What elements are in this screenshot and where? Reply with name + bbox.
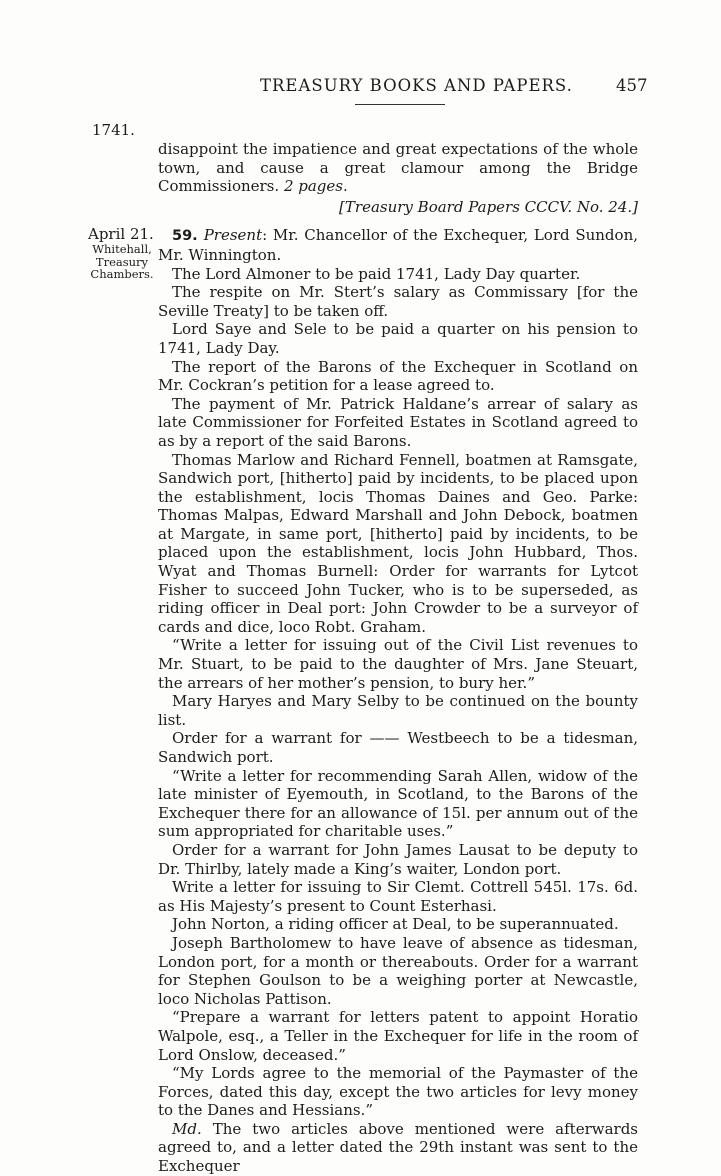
entry-paragraphs [158,265,638,1120]
margin-place-line: Treasury [95,254,149,269]
body-paragraph: Mary Haryes and Mary Selby to be continued on the bounty list. [158,692,638,729]
body-paragraph: The Lord Almoner to be paid 1741, Lady Day quarter. [172,264,581,283]
entry-heading [158,226,638,264]
body-paragraph: The respite on Mr. Stert’s salary as Commissary [for the Seville Treaty] to be taken off. [158,283,638,320]
body-paragraph: The payment of Mr. Patrick Haldane’s arrear of salary as late Commissioner for Forfeited Estates in Scotland agreed to as by a report of the said Barons. [158,394,638,450]
intro-pages: 2 pages. [283,177,348,196]
citation: [Treasury Board Papers CCCV. No. 24.] [339,197,638,216]
final-paragraph [158,1120,638,1176]
body-paragraph: “Write a letter for issuing out of the Civil List revenues to Mr. Stuart, to be paid to the daughter of Mrs. Jane Steuart, the arrears of her mother’s pension, to bury her.” [158,636,638,692]
header-rule [355,104,445,105]
body-paragraph: Order for a warrant for —— Westbeech to be a tidesman, Sandwich port. [158,729,638,766]
body-paragraph: John Norton, a riding officer at Deal, to be superannuated. [172,915,619,934]
final-text: The two articles above mentioned were afterwards agreed to, and a letter dated the 29th instant was sent to the Exchequer [158,1119,638,1176]
margin-place-line: Whitehall, [92,242,152,256]
page-header [0,76,721,100]
margin-year: 1741. [92,121,135,139]
margin-date: April 21. [88,225,154,243]
body-paragraph: Lord Saye and Sele to be paid a quarter on his pension to 1741, Lady Day. [158,320,638,357]
margin-place-line: Chambers. [90,267,154,281]
page-number: 457 [616,76,648,95]
body-paragraph: “My Lords agree to the memorial of the Paymaster of the Forces, dated this day, except the two articles for levy money to the Danes and Hessians.” [158,1064,638,1120]
running-title: TREASURY BOOKS AND PAPERS. [260,76,573,95]
body-paragraph: “Write a letter for recommending Sarah Allen, widow of the late minister of Eyemouth, in Scotland, to the Barons of the Exchequer there for an allowance of 15l. per annum out of the sum appropriated for charitable uses.” [158,766,638,841]
margin-place [90,243,154,281]
body-paragraph: Joseph Bartholomew to have leave of absence as tidesman, London port, for a month or thereabouts. Order for a warrant for Stephen Goulson to be a weighing porter at Newcastle, loco Nicholas Pattison. [158,933,638,1008]
entry-number: 59. [172,228,198,245]
body-paragraph: “Prepare a warrant for letters patent to appoint Horatio Walpole, esq., a Teller in the Exchequer for life in the room of Lord Onslow, deceased.” [158,1008,638,1064]
memorandum-label: Md. [172,1119,202,1138]
present-label: Present [203,226,263,245]
body-paragraph: Thomas Marlow and Richard Fennell, boatmen at Ramsgate, Sandwich port, [hitherto] paid by incidents, to be placed upon the establishment, locis Thomas Daines and Geo. Parke: Thomas Malpas, Edward Marshall and John Debock, boatmen at Margate, in same port, [hitherto] paid by incidents, to be placed upon the establishment, locis John Hubbard, Thos. Wyat and Thomas Burnell: Order for warrants for Lytcot Fisher to succeed John Tucker, who is to be superseded, as riding officer in Deal port: John Crowder to be a surveyor of cards and dice, loco Robt. Graham. [158,450,638,636]
present-text: : Mr. Chancellor of the Exchequer, Lord Sundon, Mr. Winnington. [158,226,638,264]
page-body [158,140,638,1176]
intro-paragraph [158,140,638,196]
body-paragraph: Write a letter for issuing to Sir Clemt. Cottrell 545l. 17s. 6d. as His Majesty’s present to Count Esterhasi. [158,878,638,915]
body-paragraph: Order for a warrant for John James Lausat to be deputy to Dr. Thirlby, lately made a King’s waiter, London port. [158,840,638,878]
body-paragraph: The report of the Barons of the Exchequer in Scotland on Mr. Cockran’s petition for a lease agreed to. [158,357,638,395]
intro-text: disappoint the impatience and great expectations of the whole town, and cause a great clamour among the Bridge Commissioners. [158,140,638,196]
